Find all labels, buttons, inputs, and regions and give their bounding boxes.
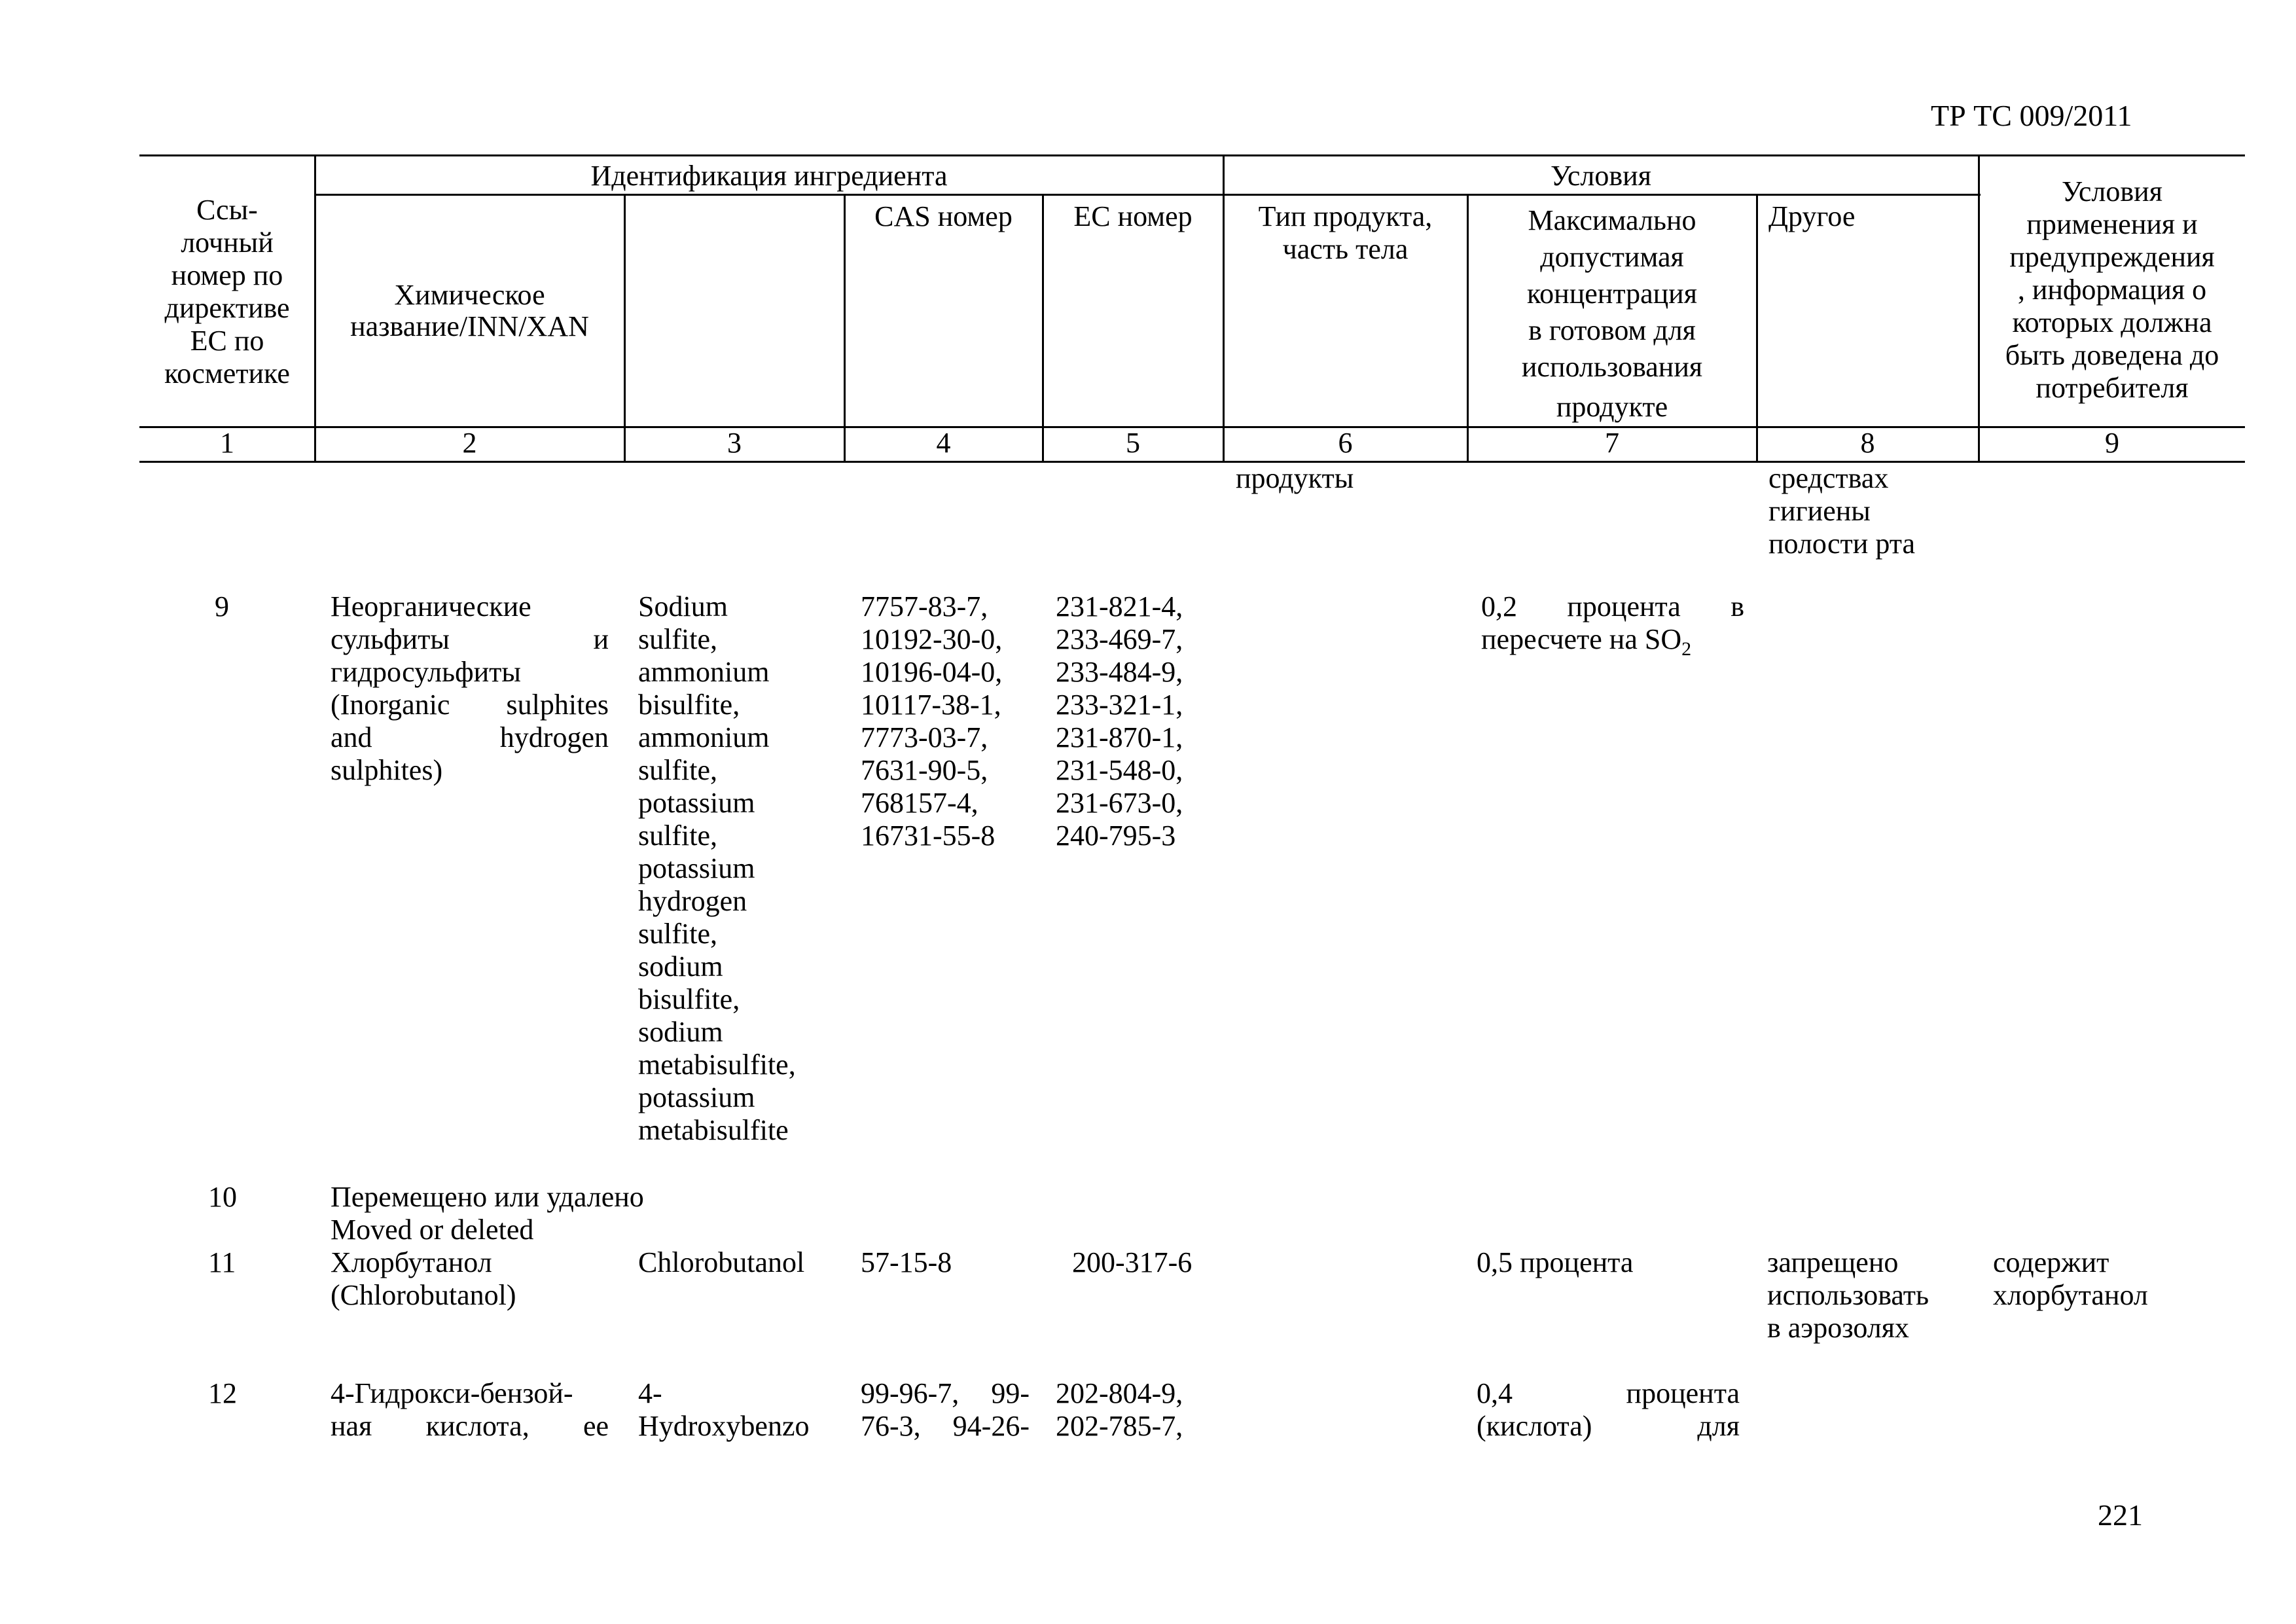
row9-number: 9 [215, 590, 229, 623]
row12-number: 12 [208, 1377, 237, 1409]
table-top-rule [139, 154, 2245, 156]
row11-cas: 57-15-8 [861, 1246, 952, 1278]
page-number: 221 [2098, 1498, 2143, 1532]
row11-concentration: 0,5 процента [1477, 1246, 1634, 1278]
group-identification: Идентификация ингредиента [590, 160, 948, 192]
row11-ec: 200-317-6 [1072, 1246, 1193, 1278]
group-conditions: Условия [1551, 160, 1651, 192]
header-col4: CAS номер [874, 200, 1013, 232]
header-col5: ЕС номер [1073, 200, 1193, 232]
row10-number: 10 [208, 1181, 237, 1213]
col-divider-2 [624, 194, 626, 462]
col-divider-7 [1756, 194, 1758, 462]
col-divider-3 [844, 194, 846, 462]
row11-number: 11 [208, 1246, 236, 1278]
page-header: ТР ТС 009/2011 [1931, 99, 2132, 132]
numbers-bottom-rule [139, 461, 2245, 463]
row11-inn: Chlorobutanol [638, 1246, 805, 1278]
group-rule [315, 194, 1981, 196]
col-divider-4 [1042, 194, 1044, 462]
header-col8: Другое [1768, 200, 1856, 232]
continuation-col6: продукты [1236, 462, 1354, 494]
